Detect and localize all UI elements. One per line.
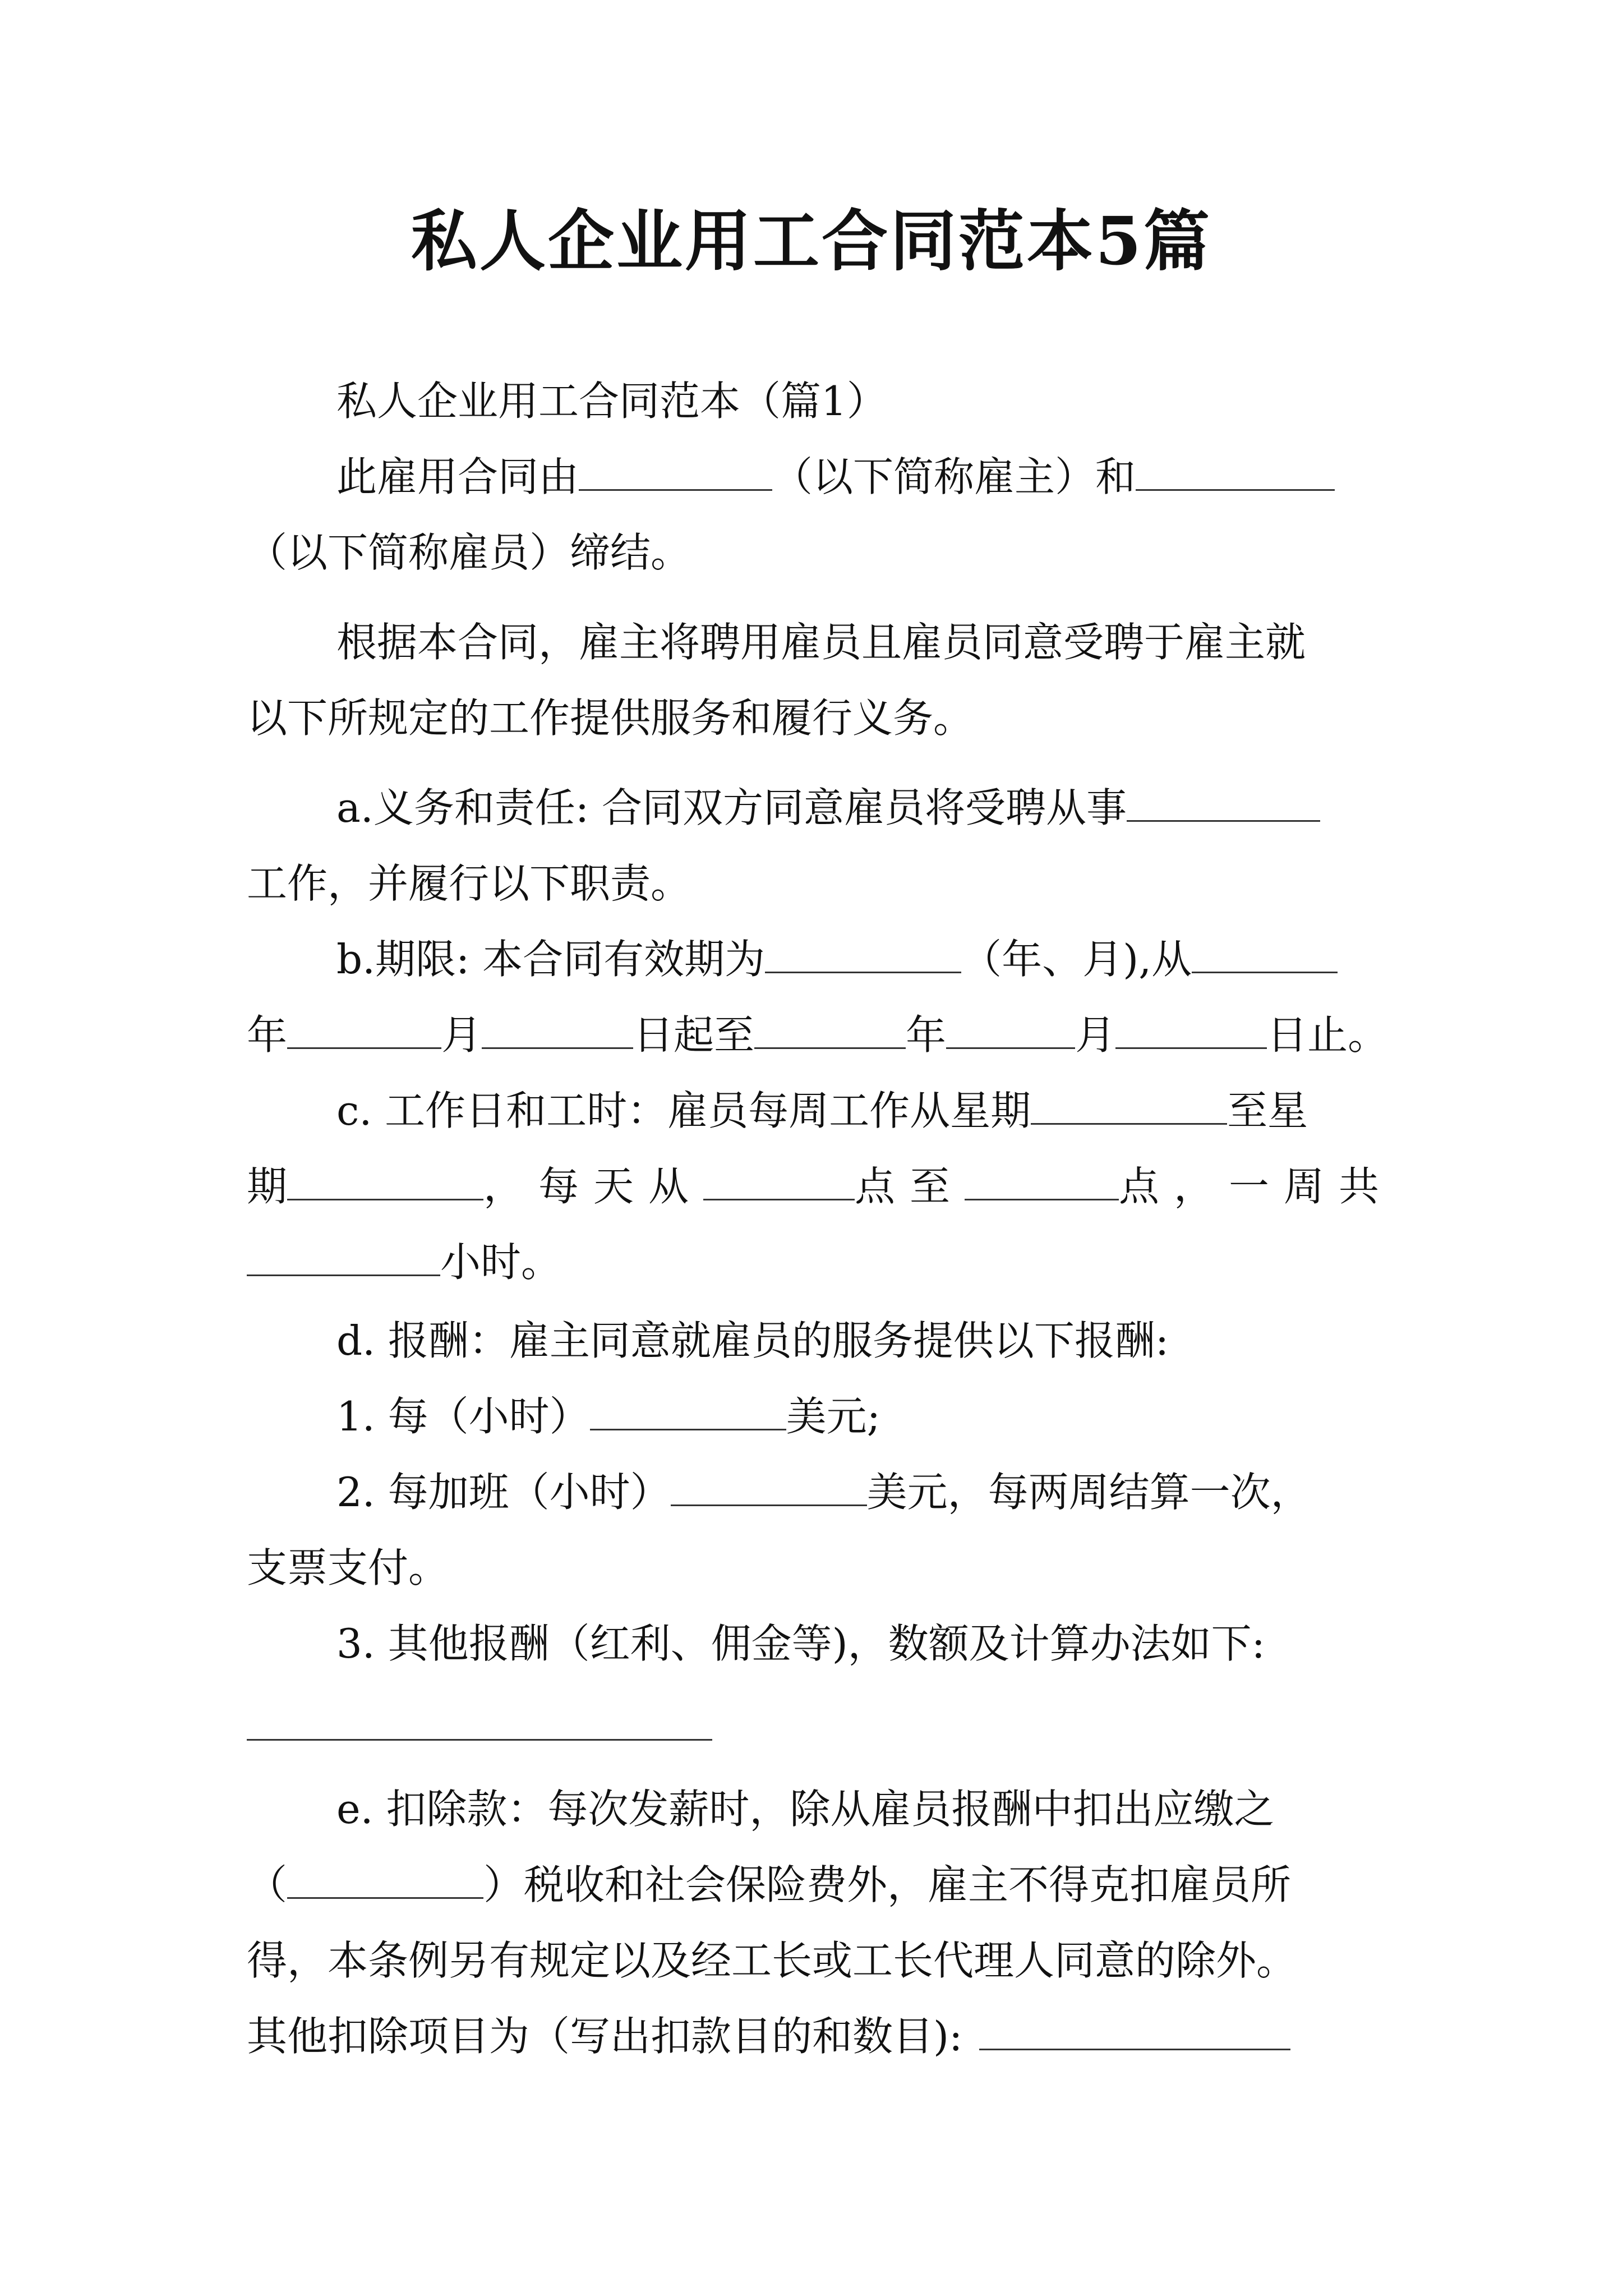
duties-line2: 工作，并履行以下职责。 xyxy=(247,860,691,907)
pay-item-2-text-b: 美元，每两周结算一次， xyxy=(866,1469,1311,1516)
pay-item-1-text-a: 1. 每（小时） xyxy=(336,1393,590,1440)
term-text-b: （年、月),从 xyxy=(961,936,1192,983)
duties-text-a: a.义务和责任: 合同双方同意雇员将受聘从事 xyxy=(336,784,1127,831)
agreement-paragraph-line2: 以下所规定的工作提供服务和履行义务。 xyxy=(247,694,974,742)
weekly-hours-blank[interactable] xyxy=(247,1235,440,1276)
employee-name-blank[interactable] xyxy=(1136,450,1335,491)
employer-name-blank[interactable] xyxy=(579,450,772,491)
hours-text-c1: 期 xyxy=(247,1163,288,1210)
term-year-label: 年 xyxy=(247,1011,288,1059)
hours-text-b: 至星 xyxy=(1227,1087,1308,1134)
hours-text-d: 小时。 xyxy=(440,1239,562,1286)
agreement-paragraph-line1: 根据本合同，雇主将聘用雇员且雇员同意受聘于雇主就 xyxy=(336,619,1306,666)
job-title-blank[interactable] xyxy=(1127,781,1320,822)
hours-text-a: c. 工作日和工时：雇员每周工作从星期 xyxy=(336,1087,1031,1134)
end-day-blank[interactable] xyxy=(1115,1008,1267,1049)
start-year-blank-a[interactable] xyxy=(1192,932,1338,973)
deductions-text-b: ）税收和社会保险费外，雇主不得克扣雇员所 xyxy=(483,1861,1292,1908)
pay-item-1 xyxy=(336,1388,1391,1444)
term-end-label: 日止。 xyxy=(1267,1011,1389,1059)
other-deductions-blank[interactable] xyxy=(979,2009,1290,2050)
start-year-blank[interactable] xyxy=(287,1008,441,1049)
pay-item-1-text-b: 美元; xyxy=(786,1393,880,1440)
other-pay-blank[interactable] xyxy=(247,1739,712,1741)
daily-start-hour-blank[interactable] xyxy=(703,1159,855,1200)
parties-text-a: 此雇用合同由 xyxy=(336,453,579,500)
term-line2 xyxy=(247,1007,1391,1063)
parties-paragraph-line2: （以下简称雇员）缔结。 xyxy=(247,529,691,576)
section-heading: 私人企业用工合同范本（篇1） xyxy=(336,378,887,425)
hours-text-c4: 点，一周共 xyxy=(1119,1163,1394,1210)
document-title: 私人企业用工合同范本5篇 xyxy=(411,202,1212,280)
pay-item-2-line2: 支票支付。 xyxy=(247,1544,449,1591)
term-text-a: b.期限: 本合同有效期为 xyxy=(336,936,766,983)
parties-paragraph-line1 xyxy=(336,449,1391,505)
parties-text-b: （以下简称雇主）和 xyxy=(772,453,1136,500)
term-length-blank[interactable] xyxy=(765,932,961,973)
deductions-text-a: （ xyxy=(247,1861,288,1908)
deductions-line1: e. 扣除款：每次发薪时，除从雇员报酬中扣出应缴之 xyxy=(336,1786,1275,1833)
deductions-line2 xyxy=(247,1857,1391,1913)
term-month2-label: 月 xyxy=(1075,1011,1116,1059)
hours-line2 xyxy=(247,1158,1394,1214)
hours-text-c2: ，每天从 xyxy=(483,1163,704,1210)
work-start-day-blank[interactable] xyxy=(1031,1084,1227,1125)
daily-end-hour-blank[interactable] xyxy=(965,1159,1119,1200)
hourly-rate-blank[interactable] xyxy=(590,1389,786,1430)
tax-type-blank[interactable] xyxy=(287,1858,483,1899)
end-year-blank[interactable] xyxy=(754,1008,906,1049)
end-month-blank[interactable] xyxy=(946,1008,1075,1049)
deductions-line3: 得，本条例另有规定以及经工长或工长代理人同意的除外。 xyxy=(247,1937,1297,1984)
duties-line1 xyxy=(336,780,1391,836)
pay-heading: d. 报酬：雇主同意就雇员的服务提供以下报酬: xyxy=(336,1317,1169,1364)
pay-item-3: 3. 其他报酬（红利、佣金等)，数额及计算办法如下: xyxy=(336,1620,1265,1667)
deductions-text-d: 其他扣除项目为（写出扣款目的和数目): xyxy=(247,2013,963,2060)
hours-text-c3: 点至 xyxy=(855,1163,965,1210)
work-end-day-blank[interactable] xyxy=(287,1159,483,1200)
term-from-label: 日起至 xyxy=(633,1011,755,1059)
overtime-rate-blank[interactable] xyxy=(671,1465,867,1506)
deductions-line4 xyxy=(247,2008,1391,2064)
term-year2-label: 年 xyxy=(906,1011,947,1059)
term-month-label: 月 xyxy=(441,1011,482,1059)
hours-line3 xyxy=(247,1234,1391,1290)
hours-line1 xyxy=(336,1083,1391,1139)
pay-item-2 xyxy=(336,1464,1391,1520)
term-line1 xyxy=(336,931,1391,987)
pay-item-2-text-a: 2. 每加班（小时） xyxy=(336,1469,671,1516)
start-month-blank[interactable] xyxy=(482,1008,633,1049)
